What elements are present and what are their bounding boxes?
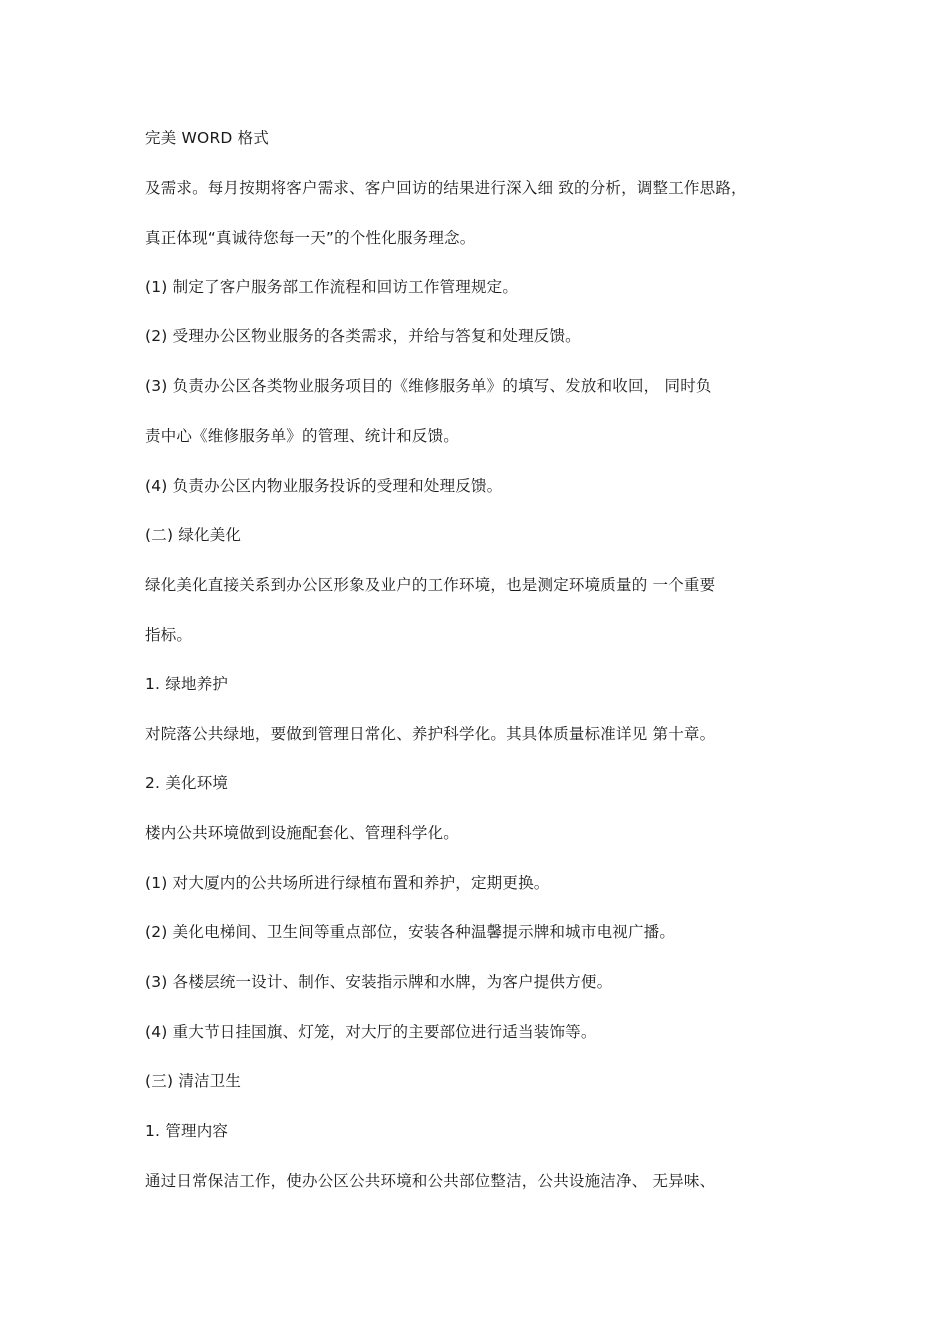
list-item: (2) 美化电梯间、卫生间等重点部位，安装各种温馨提示牌和城市电视广播。 xyxy=(145,923,676,941)
section-heading: (二) 绿化美化 xyxy=(145,526,242,544)
paragraph-line: 对院落公共绿地，要做到管理日常化、养护科学化。其具体质量标准详见 第十章。 xyxy=(145,725,716,743)
subsection-heading: 2. 美化环境 xyxy=(145,774,229,792)
paragraph-line: 通过日常保洁工作，使办公区公共环境和公共部位整洁，公共设施洁净、 无异味、 xyxy=(145,1172,716,1190)
list-item: (3) 各楼层统一设计、制作、安装指示牌和水牌，为客户提供方便。 xyxy=(145,973,613,991)
list-item: (2) 受理办公区物业服务的各类需求，并给与答复和处理反馈。 xyxy=(145,327,581,345)
section-heading: (三) 清洁卫生 xyxy=(145,1072,242,1090)
page-header: 完美 WORD 格式 xyxy=(145,129,270,147)
list-item: (4) 负责办公区内物业服务投诉的受理和处理反馈。 xyxy=(145,477,503,495)
paragraph-line: 绿化美化直接关系到办公区形象及业户的工作环境，也是测定环境质量的 一个重要 xyxy=(145,576,716,594)
paragraph-line: 指标。 xyxy=(145,626,193,644)
paragraph-line: 真正体现“真诚待您每一天”的个性化服务理念。 xyxy=(145,229,476,247)
list-item: (1) 制定了客户服务部工作流程和回访工作管理规定。 xyxy=(145,278,519,296)
paragraph-line: 楼内公共环境做到设施配套化、管理科学化。 xyxy=(145,824,460,842)
list-item: (1) 对大厦内的公共场所进行绿植布置和养护，定期更换。 xyxy=(145,874,550,892)
paragraph-line: 及需求。每月按期将客户需求、客户回访的结果进行深入细 致的分析，调整工作思路， xyxy=(145,179,747,197)
list-item: (4) 重大节日挂国旗、灯笼，对大厅的主要部位进行适当装饰等。 xyxy=(145,1023,597,1041)
subsection-heading: 1. 绿地养护 xyxy=(145,675,229,693)
subsection-heading: 1. 管理内容 xyxy=(145,1122,229,1140)
paragraph-line: 责中心《维修服务单》的管理、统计和反馈。 xyxy=(145,427,460,445)
list-item: (3) 负责办公区各类物业服务项目的《维修服务单》的填写、发放和收回， 同时负 xyxy=(145,377,712,395)
